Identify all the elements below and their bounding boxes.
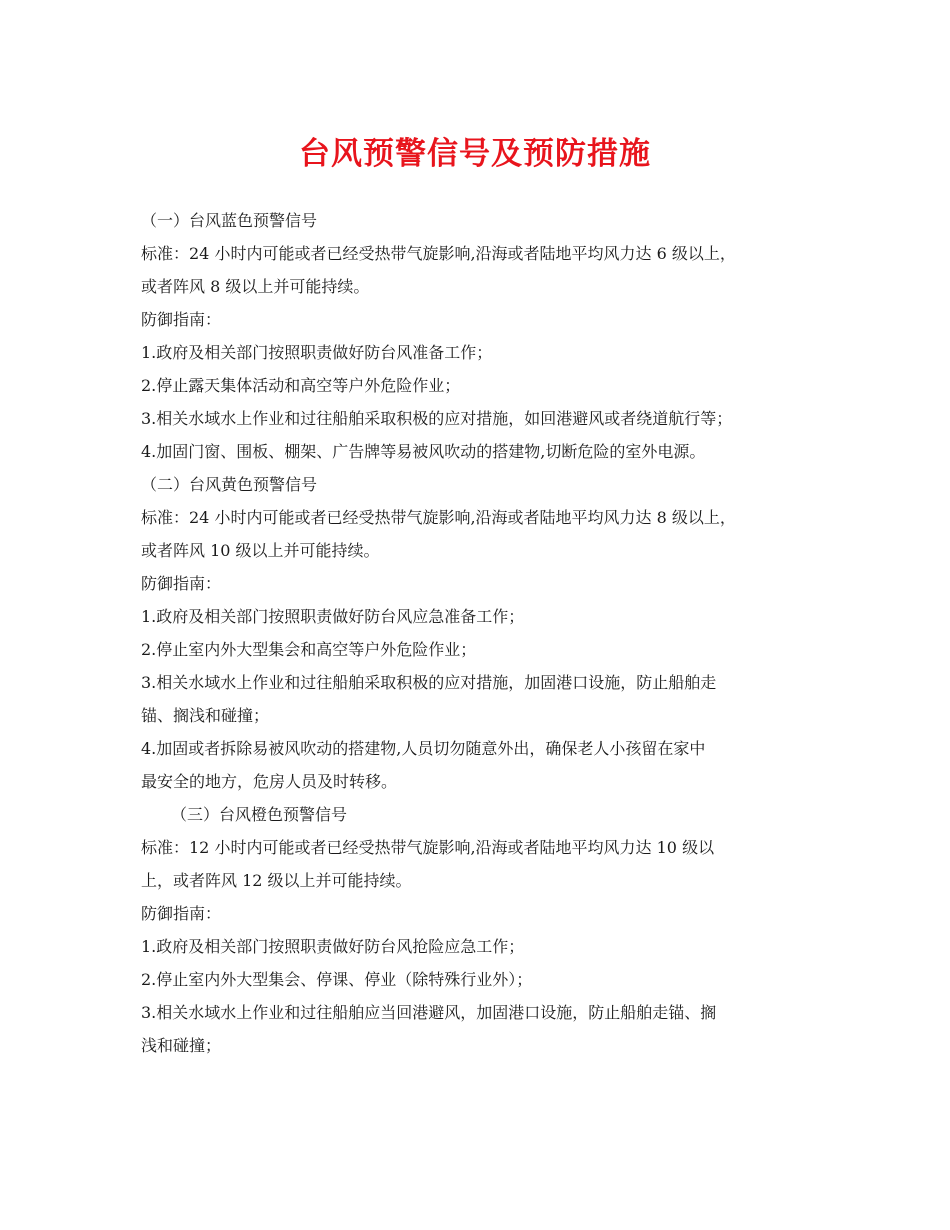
body-text-line: 1.政府及相关部门按照职责做好防台风准备工作； [141, 343, 493, 362]
body-text-line: 最安全的地方，危房人员及时转移。 [141, 772, 398, 791]
body-text-line: 2.停止室内外大型集会和高空等户外危险作业； [141, 640, 477, 659]
document-body [141, 204, 831, 1062]
body-text-line: 防御指南： [141, 310, 222, 329]
body-text-line: 防御指南： [141, 904, 222, 923]
body-text-line: 或者阵风 10 级以上并可能持续。 [141, 541, 380, 560]
body-text-line: 防御指南： [141, 574, 222, 593]
section-heading: （一）台风蓝色预警信号 [141, 211, 318, 230]
body-text-line: 或者阵风 8 级以上并可能持续。 [141, 277, 370, 296]
section-heading: （二）台风黄色预警信号 [141, 475, 318, 494]
body-text-line: 3.相关水域水上作业和过往船舶应当回港避风，加固港口设施，防止船舶走锚、搁 [141, 1003, 717, 1022]
body-text-line: 3.相关水域水上作业和过往船舶采取积极的应对措施，如回港避风或者绕道航行等； [141, 409, 733, 428]
body-text-line: 1.政府及相关部门按照职责做好防台风抢险应急工作； [141, 937, 525, 956]
body-text-line: 锚、搁浅和碰撞； [141, 706, 270, 725]
body-text-line: 4.加固或者拆除易被风吹动的搭建物,人员切勿随意外出，确保老人小孩留在家中 [141, 739, 706, 758]
body-text-line: 1.政府及相关部门按照职责做好防台风应急准备工作； [141, 607, 525, 626]
body-text-line: 4.加固门窗、围板、棚架、广告牌等易被风吹动的搭建物,切断危险的室外电源。 [141, 442, 706, 461]
body-text-line: 2.停止室内外大型集会、停课、停业（除特殊行业外）； [141, 970, 533, 989]
body-text-line: 浅和碰撞； [141, 1036, 222, 1055]
body-text-line: 标准：24 小时内可能或者已经受热带气旋影响,沿海或者陆地平均风力达 8 级以上， [141, 508, 736, 527]
body-text-line: 上，或者阵风 12 级以上并可能持续。 [141, 871, 412, 890]
section-heading: （三）台风橙色预警信号 [171, 805, 348, 824]
body-text-line: 标准：24 小时内可能或者已经受热带气旋影响,沿海或者陆地平均风力达 6 级以上， [141, 244, 736, 263]
page-title: 台风预警信号及预防措施 [299, 136, 651, 172]
body-text-line: 标准：12 小时内可能或者已经受热带气旋影响,沿海或者陆地平均风力达 10 级以 [141, 838, 715, 857]
body-text-line: 2.停止露天集体活动和高空等户外危险作业； [141, 376, 461, 395]
body-text-line: 3.相关水域水上作业和过往船舶采取积极的应对措施，加固港口设施，防止船舶走 [141, 673, 717, 692]
